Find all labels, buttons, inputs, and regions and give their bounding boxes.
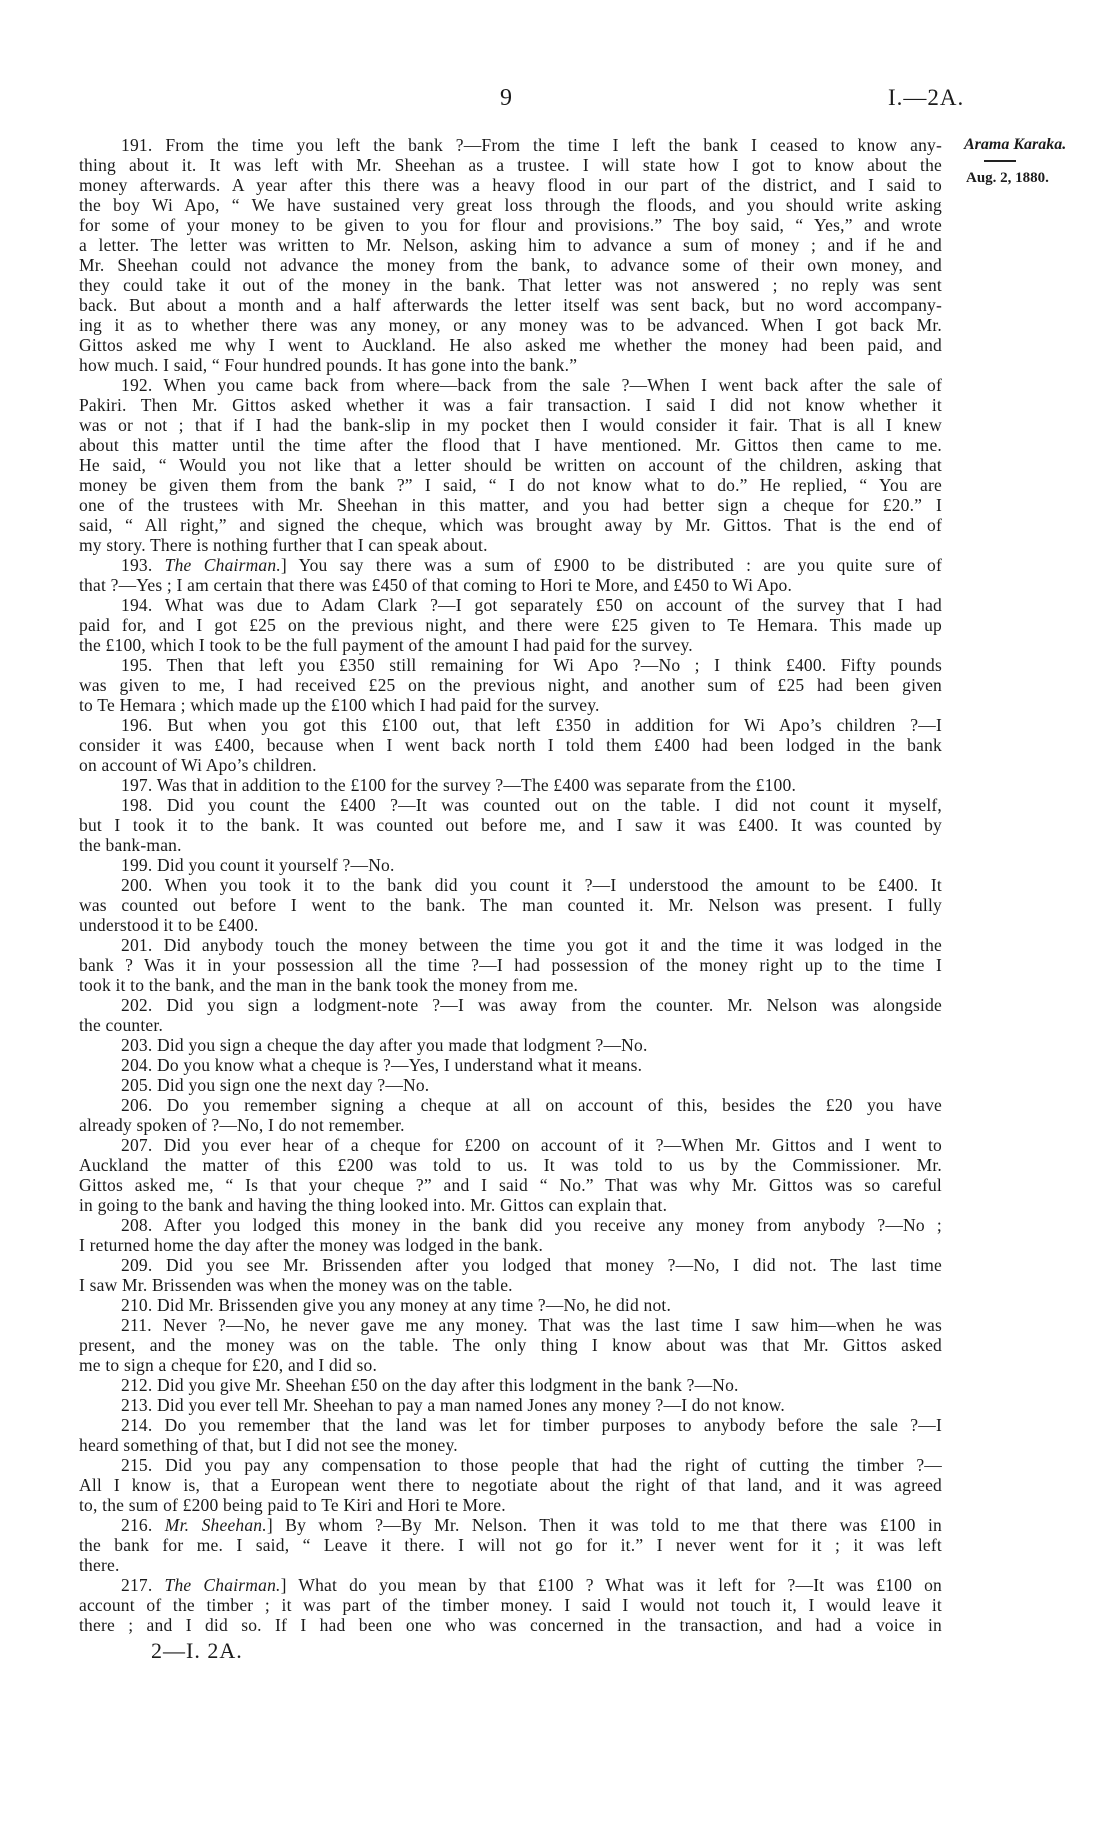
paragraph-line: the £100, which I took to be the full payment of the amount I had paid for the survey. xyxy=(79,635,693,655)
paragraph-first-line xyxy=(79,1035,942,1055)
question-answer-paragraph xyxy=(79,795,942,855)
line-text: Then that left you £350 still remaining for Wi Apo ?—No ; I think £400. Fifty pounds xyxy=(166,655,942,675)
paragraph-line: how much. I said, “ Four hundred pounds. It has gone into the bank.” xyxy=(79,355,578,375)
witness-name: Arama Karaka. xyxy=(964,136,1067,153)
paragraph-line: was counted out before I went to the bank. The man counted it. Mr. Nelson was present. I fully xyxy=(79,895,942,915)
margin-rule xyxy=(984,160,1016,162)
paragraph-line: Mr. Sheehan could not advance the money from the bank, to advance some of their own money, and xyxy=(79,255,942,275)
question-number: 210. xyxy=(121,1295,153,1315)
question-answer-paragraph xyxy=(79,995,942,1035)
paragraph-first-line xyxy=(79,855,942,875)
question-answer-paragraph xyxy=(79,1455,942,1515)
paragraph-first-line xyxy=(79,1375,942,1395)
signature-mark: 2—I. 2A. xyxy=(151,1638,243,1663)
paragraph-line: took it to the bank, and the man in the bank took the money from me. xyxy=(79,975,579,995)
question-number: 193. xyxy=(121,555,153,575)
paragraph-line: there ; and I did so. If I had been one who was concerned in the transaction, and had a voice in xyxy=(79,1615,942,1635)
paragraph-first-line xyxy=(79,1455,942,1475)
question-answer-paragraph xyxy=(79,1295,942,1315)
paragraph-line: but I took it to the bank. It was counted out before me, and I saw it was £400. It was counted by xyxy=(79,815,942,835)
paragraph-line: the bank for me. I said, “ Leave it there. I will not go for it.” I never went for it ; it was left xyxy=(79,1535,942,1555)
question-answer-paragraph xyxy=(79,855,942,875)
page-number: 9 xyxy=(500,85,512,111)
question-answer-paragraph xyxy=(79,1415,942,1455)
question-number: 195. xyxy=(121,655,153,675)
question-answer-paragraph xyxy=(79,935,942,995)
question-number: 211. xyxy=(121,1315,152,1335)
question-number: 192. xyxy=(121,375,153,395)
line-text: ] What do you mean by that £100 ? What was it left for ?—It was £100 on xyxy=(280,1575,942,1595)
question-number: 200. xyxy=(121,875,153,895)
paragraph-line: bank ? Was it in your possession all the time ?—I had possession of the money right up to the time I xyxy=(79,955,942,975)
paragraph-first-line xyxy=(79,135,942,155)
paragraph-line: ing it as to whether there was any money, or any money was to be advanced. When I got back Mr. xyxy=(79,315,942,335)
paragraph-first-line xyxy=(79,1295,942,1315)
question-number: 196. xyxy=(121,715,153,735)
paragraph-line: already spoken of ?—No, I do not remember. xyxy=(79,1115,405,1135)
paragraph-first-line xyxy=(79,1255,942,1275)
line-text: Did anybody touch the money between the time you got it and the time it was lodged in the xyxy=(163,935,942,955)
line-text: Did you ever tell Mr. Sheehan to pay a man named Jones any money ?—I do not know. xyxy=(157,1395,785,1415)
paragraph-first-line xyxy=(79,1135,942,1155)
question-number: 213. xyxy=(121,1395,153,1415)
line-text: ] You say there was a sum of £900 to be distributed : are you quite sure of xyxy=(280,555,943,575)
line-text: From the time you left the bank ?—From the time I left the bank I ceased to know any- xyxy=(165,135,943,155)
paragraph-first-line xyxy=(79,375,942,395)
line-text: Did you pay any compensation to those people that had the right of cutting the timber ?— xyxy=(165,1455,943,1475)
question-number: 203. xyxy=(121,1035,153,1055)
paragraph-first-line xyxy=(79,1215,942,1235)
paragraph-line: that ?—Yes ; I am certain that there was £450 of that coming to Hori te More, and £450 to Wi Apo. xyxy=(79,575,793,595)
question-number: 204. xyxy=(121,1055,153,1075)
paragraph-line: on account of Wi Apo’s children. xyxy=(79,755,317,775)
paragraph-first-line xyxy=(79,715,942,735)
question-number: 215. xyxy=(121,1455,153,1475)
question-number: 214. xyxy=(121,1415,153,1435)
paragraph-first-line xyxy=(79,875,942,895)
question-number: 198. xyxy=(121,795,153,815)
paragraph-line: Auckland the matter of this £200 was told to us. It was told to us by the Commissioner. Mr. xyxy=(79,1155,942,1175)
speaker-name: The Chairman. xyxy=(164,555,281,575)
question-answer-paragraph xyxy=(79,1055,942,1075)
paragraph-line: they could take it out of the money in the bank. That letter was not answered ; no reply was sent xyxy=(79,275,942,295)
question-number: 209. xyxy=(121,1255,153,1275)
line-text: Did you give Mr. Sheehan £50 on the day after this lodgment in the bank ?—No. xyxy=(157,1375,739,1395)
paragraph-first-line xyxy=(79,1095,942,1115)
question-answer-paragraph xyxy=(79,595,942,655)
paragraph-line: He said, “ Would you not like that a letter should be written on account of the children, asking that xyxy=(79,455,942,475)
question-answer-paragraph xyxy=(79,1395,942,1415)
paragraph-line: about this matter until the time after the flood that I have mentioned. Mr. Gittos then came to me. xyxy=(79,435,942,455)
question-answer-paragraph xyxy=(79,1575,942,1635)
paragraph-first-line xyxy=(79,1075,942,1095)
question-number: 207. xyxy=(121,1135,153,1155)
paragraph-line: Gittos asked me, “ Is that your cheque ?” and I said “ No.” That was why Mr. Gittos was so careful xyxy=(79,1175,942,1195)
question-answer-paragraph xyxy=(79,1075,942,1095)
line-text: When you came back from where—back from the sale ?—When I went back after the sale of xyxy=(163,375,942,395)
paragraph-first-line xyxy=(79,935,942,955)
question-answer-paragraph xyxy=(79,1095,942,1135)
paragraph-line: was given to me, I had received £25 on the previous night, and another sum of £25 had been given xyxy=(79,675,942,695)
paragraph-line: for some of your money to be given to you for flour and provisions.” The boy said, “ Yes,” and wrote xyxy=(79,215,942,235)
paragraph-line: thing about it. It was left with Mr. Sheehan as a trustee. I will state how I got to know about the xyxy=(79,155,942,175)
question-number: 191. xyxy=(121,135,153,155)
question-number: 202. xyxy=(121,995,153,1015)
line-text: Did Mr. Brissenden give you any money at any time ?—No, he did not. xyxy=(157,1295,672,1315)
paragraph-line: I returned home the day after the money was lodged in the bank. xyxy=(79,1235,544,1255)
paragraph-first-line xyxy=(79,1055,942,1075)
paragraph-line: a letter. The letter was written to Mr. Nelson, asking him to advance a sum of money ; and if he and xyxy=(79,235,942,255)
paragraph-line: consider it was £400, because when I went back north I told them £400 had been lodged in the bank xyxy=(79,735,942,755)
paragraph-line: to Te Hemara ; which made up the £100 which I had paid for the survey. xyxy=(79,695,600,715)
question-number: 197. xyxy=(121,775,153,795)
paragraph-line: heard something of that, but I did not see the money. xyxy=(79,1435,458,1455)
question-number: 216. xyxy=(121,1515,153,1535)
paragraph-line: to, the sum of £200 being paid to Te Kiri and Hori te More. xyxy=(79,1495,506,1515)
line-text: When you took it to the bank did you count it ?—I understood the amount to be £400. It xyxy=(164,875,942,895)
paragraph-line: Pakiri. Then Mr. Gittos asked whether it was a fair transaction. I said I did not know whether it xyxy=(79,395,942,415)
line-text: What was due to Adam Clark ?—I got separately £50 on account of the survey that I had xyxy=(164,595,942,615)
paragraph-line: me to sign a cheque for £20, and I did so. xyxy=(79,1355,378,1375)
paragraph-line: one of the trustees with Mr. Sheehan in this matter, and you had better sign a cheque for £20.” I xyxy=(79,495,942,515)
paragraph-line: the boy Wi Apo, “ We have sustained very great loss through the floods, and you should write asking xyxy=(79,195,942,215)
testimony-date: Aug. 2, 1880. xyxy=(966,170,1049,186)
paragraph-line: was or not ; that if I had the bank-slip in my pocket then I would consider it fair. That is all I knew xyxy=(79,415,942,435)
paragraph-first-line xyxy=(79,595,942,615)
question-answer-paragraph xyxy=(79,1215,942,1255)
line-text: Did you count it yourself ?—No. xyxy=(157,855,395,875)
question-number: 206. xyxy=(121,1095,153,1115)
speaker-name: The Chairman. xyxy=(164,1575,281,1595)
question-answer-paragraph xyxy=(79,875,942,935)
question-number: 212. xyxy=(121,1375,153,1395)
line-text: After you lodged this money in the bank did you receive any money from anybody ?—No ; xyxy=(163,1215,942,1235)
paragraph-line: Gittos asked me why I went to Auckland. He also asked me whether the money had been paid, and xyxy=(79,335,942,355)
paragraph-line: paid for, and I got £25 on the previous night, and there were £25 given to Te Hemara. This made up xyxy=(79,615,942,635)
paragraph-line: money be given them from the bank ?” I said, “ I do not know what to do.” He replied, “ You are xyxy=(79,475,942,495)
line-text: Did you sign a cheque the day after you made that lodgment ?—No. xyxy=(157,1035,648,1055)
paragraph-line: back. But about a month and a half afterwards the letter itself was sent back, but no word accompany- xyxy=(79,295,942,315)
speaker-name: Mr. Sheehan. xyxy=(164,1515,267,1535)
paragraph-first-line xyxy=(79,655,942,675)
paragraph-first-line xyxy=(79,775,942,795)
paragraph-line: my story. There is nothing further that I can speak about. xyxy=(79,535,488,555)
question-answer-paragraph xyxy=(79,715,942,775)
question-number: 194. xyxy=(121,595,153,615)
question-number: 205. xyxy=(121,1075,153,1095)
line-text: Never ?—No, he never gave me any money. That was the last time I saw him—when he was xyxy=(163,1315,943,1335)
paragraph-first-line xyxy=(79,1315,942,1335)
question-answer-paragraph xyxy=(79,1515,942,1575)
question-answer-paragraph xyxy=(79,1315,942,1375)
line-text: Was that in addition to the £100 for the survey ?—The £400 was separate from the £100. xyxy=(156,775,797,795)
paragraph-line: the counter. xyxy=(79,1015,164,1035)
question-number: 217. xyxy=(121,1575,153,1595)
paragraph-line: money afterwards. A year after this there was a heavy flood in our part of the district, and I said to xyxy=(79,175,942,195)
evidence-text xyxy=(79,135,942,1635)
paragraph-first-line xyxy=(79,555,942,575)
question-number: 199. xyxy=(121,855,153,875)
paragraph-line: in going to the bank and having the thing looked into. Mr. Gittos can explain that. xyxy=(79,1195,668,1215)
paragraph-line: said, “ All right,” and signed the cheque, which was brought away by Mr. Gittos. That is the end of xyxy=(79,515,942,535)
paragraph-first-line xyxy=(79,795,942,815)
question-answer-paragraph xyxy=(79,775,942,795)
line-text: Did you see Mr. Brissenden after you lodged that money ?—No, I did not. The last time xyxy=(165,1255,942,1275)
question-answer-paragraph xyxy=(79,375,942,555)
question-answer-paragraph xyxy=(79,1135,942,1215)
line-text: Did you sign one the next day ?—No. xyxy=(157,1075,430,1095)
question-answer-paragraph xyxy=(79,135,942,375)
question-answer-paragraph xyxy=(79,555,942,595)
paragraph-line: I saw Mr. Brissenden was when the money was on the table. xyxy=(79,1275,513,1295)
paragraph-first-line xyxy=(79,1395,942,1415)
line-text: Do you remember signing a cheque at all on account of this, besides the £20 you have xyxy=(166,1095,942,1115)
paragraph-line: account of the timber ; it was part of the timber money. I said I would not touch it, I would leave it xyxy=(79,1595,942,1615)
question-answer-paragraph xyxy=(79,1255,942,1295)
paper-reference: I.—2A. xyxy=(888,85,965,110)
line-text: Did you ever hear of a cheque for £200 on account of it ?—When Mr. Gittos and I went to xyxy=(163,1135,942,1155)
line-text: Did you count the £400 ?—It was counted out on the table. I did not count it myself, xyxy=(166,795,943,815)
line-text: But when you got this £100 out, that left £350 in addition for Wi Apo’s children ?—I xyxy=(167,715,943,735)
paragraph-first-line xyxy=(79,1575,942,1595)
line-text: ] By whom ?—By Mr. Nelson. Then it was told to me that there was £100 in xyxy=(266,1515,942,1535)
question-number: 208. xyxy=(121,1215,153,1235)
line-text: Do you remember that the land was let for timber purposes to anybody before the sale ?—I xyxy=(164,1415,942,1435)
paragraph-line: All I know is, that a European went there to negotiate about the right of that land, and it was agreed xyxy=(79,1475,942,1495)
question-answer-paragraph xyxy=(79,655,942,715)
paragraph-first-line xyxy=(79,1515,942,1535)
question-number: 201. xyxy=(121,935,153,955)
question-answer-paragraph xyxy=(79,1375,942,1395)
paragraph-line: there. xyxy=(79,1555,120,1575)
paragraph-first-line xyxy=(79,1415,942,1435)
line-text: Did you sign a lodgment-note ?—I was away from the counter. Mr. Nelson was alongside xyxy=(166,995,942,1015)
paragraph-line: present, and the money was on the table. The only thing I know about was that Mr. Gittos asked xyxy=(79,1335,942,1355)
question-answer-paragraph xyxy=(79,1035,942,1055)
paragraph-first-line xyxy=(79,995,942,1015)
line-text: Do you know what a cheque is ?—Yes, I understand what it means. xyxy=(157,1055,643,1075)
paragraph-line: the bank-man. xyxy=(79,835,182,855)
paragraph-line: understood it to be £400. xyxy=(79,915,259,935)
